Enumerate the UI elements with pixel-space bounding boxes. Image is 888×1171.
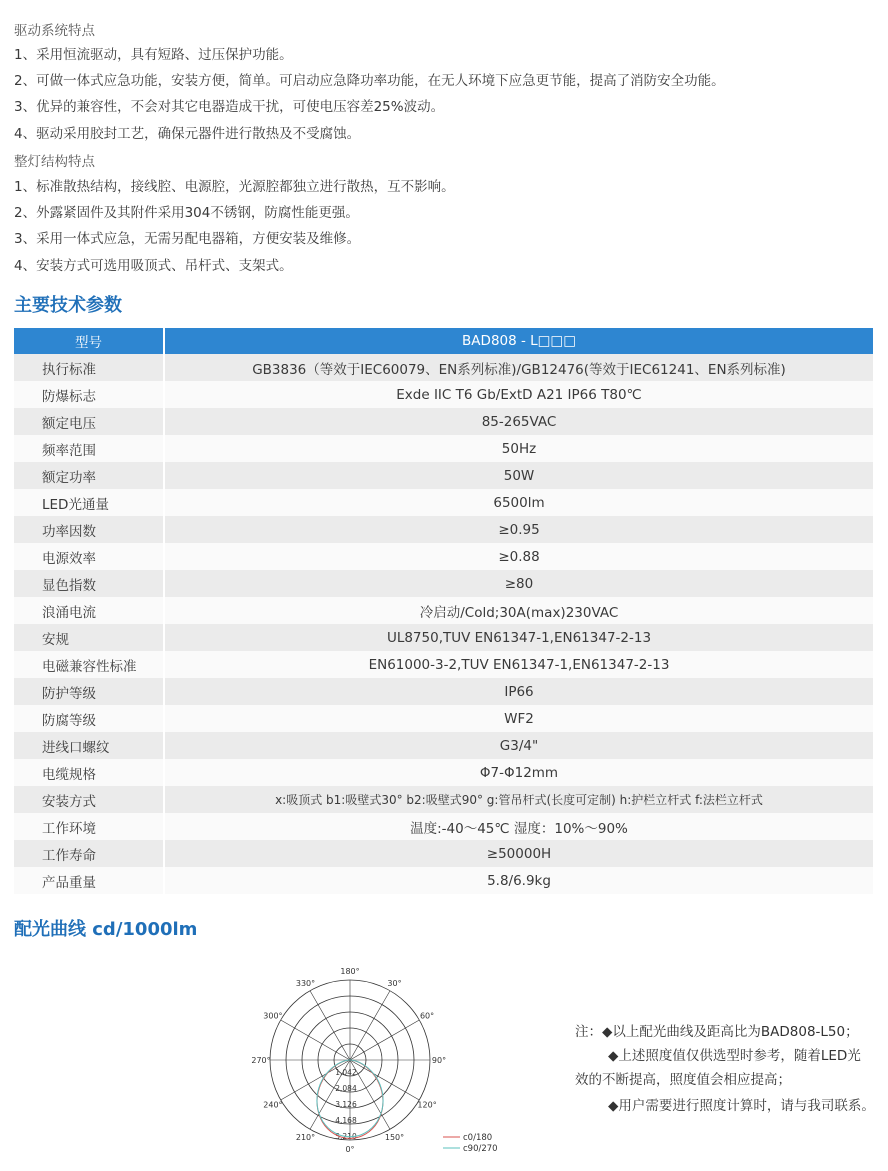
curve-heading: 配光曲线 cd/1000lm	[14, 919, 198, 940]
spec-header-row	[14, 328, 873, 354]
spec-value: x:吸顶式 b1:吸壁式30° b2:吸壁式90° g:管吊杆式(长度可定制) h:护栏立杆式 f:法栏立杆式	[164, 786, 873, 813]
spec-row	[14, 354, 873, 381]
drive-item-4: 4、驱动采用胶封工艺，确保元器件进行散热及不受腐蚀。	[14, 126, 361, 142]
note-line-1: 注：◆以上配光曲线及距高比为BAD808-L50；	[575, 1024, 859, 1040]
spec-row	[14, 786, 873, 813]
spec-key: 工作环境	[14, 813, 164, 840]
polar-angle-label: 180°	[340, 967, 360, 976]
spec-value: 85-265VAC	[164, 408, 873, 435]
structure-item-3: 3、采用一体式应急，无需另配电器箱，方便安装及维修。	[14, 231, 361, 247]
spec-value: 5.8/6.9kg	[164, 867, 873, 894]
spec-key: 电缆规格	[14, 759, 164, 786]
spec-row	[14, 732, 873, 759]
spec-value: GB3836（等效于IEC60079、EN系列标准)/GB12476(等效于IEC61241、EN系列标准)	[164, 354, 873, 381]
note-line-3: 效的不断提高，照度值会相应提高；	[575, 1072, 791, 1088]
spec-row	[14, 867, 873, 894]
spec-row	[14, 678, 873, 705]
spec-row	[14, 813, 873, 840]
spec-value: 冷启动/Cold;30A(max)230VAC	[164, 597, 873, 624]
spec-header-key: 型号	[14, 328, 164, 354]
spec-key: 进线口螺纹	[14, 732, 164, 759]
spec-value: 温度:-40～45℃ 湿度：10%～90%	[164, 813, 873, 840]
spec-key: 防护等级	[14, 678, 164, 705]
structure-item-1: 1、标准散热结构，接线腔、电源腔，光源腔都独立进行散热，互不影响。	[14, 179, 455, 195]
params-heading: 主要技术参数	[14, 295, 122, 316]
spec-row	[14, 840, 873, 867]
polar-angle-label: 300°	[263, 1011, 283, 1021]
polar-radial-label: 3,126	[335, 1100, 357, 1109]
spec-header-value: BAD808 - L□□□	[164, 328, 873, 354]
structure-item-2: 2、外露紧固件及其附件采用304不锈钢，防腐性能更强。	[14, 205, 359, 221]
polar-angle-label: 330°	[295, 978, 316, 988]
spec-row	[14, 651, 873, 678]
spec-row	[14, 435, 873, 462]
spec-value: UL8750,TUV EN61347-1,EN61347-2-13	[164, 624, 873, 651]
spec-row	[14, 381, 873, 408]
spec-value: ≥50000H	[164, 840, 873, 867]
polar-angle-label: 0°	[345, 1145, 355, 1154]
spec-key: 安规	[14, 624, 164, 651]
spec-value: 6500lm	[164, 489, 873, 516]
spec-key: 防腐等级	[14, 705, 164, 732]
spec-row	[14, 759, 873, 786]
spec-value: ≥0.95	[164, 516, 873, 543]
spec-key: 工作寿命	[14, 840, 164, 867]
polar-spoke	[281, 1020, 350, 1060]
note-line-2: ◆上述照度值仅供选型时参考，随着LED光	[608, 1048, 861, 1064]
spec-row	[14, 570, 873, 597]
polar-angle-label: 60°	[419, 1011, 435, 1021]
spec-key: 防爆标志	[14, 381, 164, 408]
spec-value: ≥80	[164, 570, 873, 597]
polar-spoke	[350, 991, 390, 1060]
polar-angle-label: 210°	[295, 1133, 316, 1143]
drive-item-1: 1、采用恒流驱动，具有短路、过压保护功能。	[14, 47, 293, 63]
spec-row	[14, 516, 873, 543]
polar-angle-label: 120°	[417, 1100, 437, 1110]
spec-value: ≥0.88	[164, 543, 873, 570]
spec-value: Exde IIC T6 Gb/ExtD A21 IP66 T80℃	[164, 381, 873, 408]
polar-radial-label: 1,042	[335, 1068, 357, 1077]
spec-key: 额定电压	[14, 408, 164, 435]
legend-label: c0/180	[463, 1133, 493, 1143]
drive-section-title: 驱动系统特点	[14, 23, 95, 39]
polar-spoke	[350, 1020, 419, 1060]
spec-row	[14, 705, 873, 732]
structure-section-title: 整灯结构特点	[14, 154, 95, 170]
spec-row	[14, 624, 873, 651]
spec-key: 功率因数	[14, 516, 164, 543]
polar-spoke	[310, 991, 350, 1060]
spec-key: 浪涌电流	[14, 597, 164, 624]
spec-key: 执行标准	[14, 354, 164, 381]
drive-item-3: 3、优异的兼容性，不会对其它电器造成干扰，可使电压容差25%波动。	[14, 99, 445, 115]
polar-angle-label: 90°	[431, 1056, 447, 1065]
spec-key: LED光通量	[14, 489, 164, 516]
spec-value: G3/4"	[164, 732, 873, 759]
spec-value: IP66	[164, 678, 873, 705]
polar-angle-label: 240°	[263, 1100, 283, 1110]
spec-key: 显色指数	[14, 570, 164, 597]
spec-value: 50W	[164, 462, 873, 489]
spec-row	[14, 462, 873, 489]
spec-key: 电源效率	[14, 543, 164, 570]
spec-key: 产品重量	[14, 867, 164, 894]
spec-row	[14, 543, 873, 570]
drive-item-2: 2、可做一体式应急功能，安装方便，简单。可启动应急降功率功能，在无人环境下应急更节能，提高了消防安全功能。	[14, 73, 725, 89]
polar-spoke	[281, 1060, 350, 1100]
spec-value: Φ7-Φ12mm	[164, 759, 873, 786]
structure-item-4: 4、安装方式可选用吸顶式、吊杆式、支架式。	[14, 258, 293, 274]
spec-key: 额定功率	[14, 462, 164, 489]
polar-angle-label: 270°	[251, 1056, 271, 1065]
spec-key: 电磁兼容性标准	[14, 651, 164, 678]
spec-key: 频率范围	[14, 435, 164, 462]
spec-row	[14, 597, 873, 624]
spec-value: EN61000-3-2,TUV EN61347-1,EN61347-2-13	[164, 651, 873, 678]
polar-radial-label: 2,084	[335, 1084, 357, 1093]
polar-radial-label: 4,168	[335, 1116, 357, 1125]
polar-angle-label: 30°	[387, 978, 402, 988]
spec-value: 50Hz	[164, 435, 873, 462]
legend-label: c90/270	[463, 1144, 498, 1154]
spec-value: WF2	[164, 705, 873, 732]
polar-spoke	[350, 1060, 419, 1100]
polar-curve-chart	[250, 965, 498, 1165]
polar-radial-label: 5,210	[335, 1132, 357, 1141]
spec-row	[14, 408, 873, 435]
polar-angle-label: 150°	[384, 1133, 405, 1143]
spec-row	[14, 489, 873, 516]
note-line-4: ◆用户需要进行照度计算时，请与我司联系。	[608, 1098, 875, 1114]
spec-table	[14, 328, 873, 894]
spec-key: 安装方式	[14, 786, 164, 813]
